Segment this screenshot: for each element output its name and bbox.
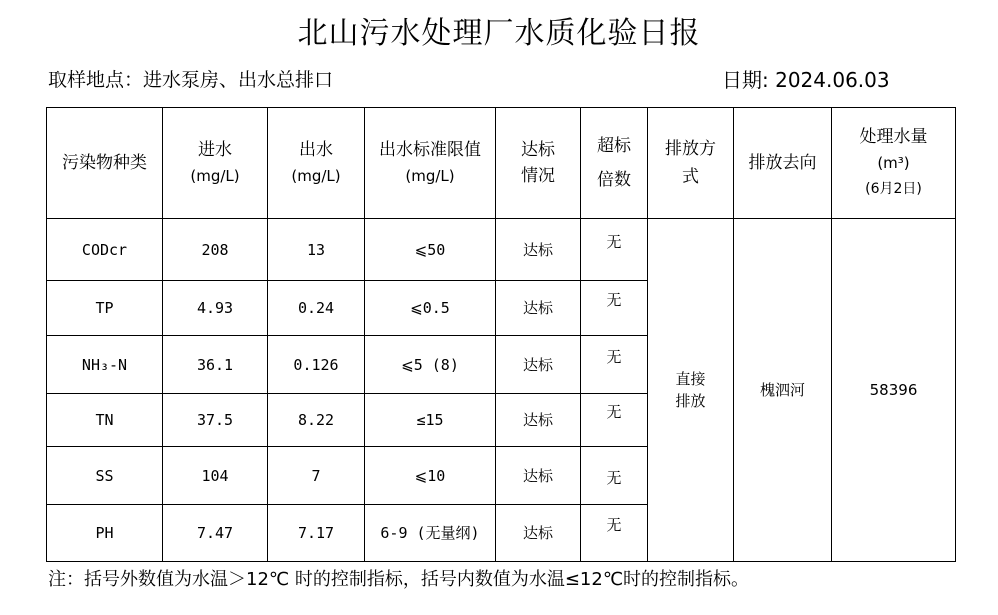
effluent-cell: 0.24 xyxy=(268,281,365,336)
discharge-mode-cell: 直接 排放 xyxy=(648,219,734,562)
exceed-cell: 无 xyxy=(581,505,648,562)
exceed-cell: 无 xyxy=(581,336,648,394)
effluent-cell: 13 xyxy=(268,219,365,281)
pollutant-cell: CODcr xyxy=(47,219,163,281)
pollutant-cell: SS xyxy=(47,447,163,505)
effluent-cell: 0.126 xyxy=(268,336,365,394)
destination-cell: 槐泗河 xyxy=(734,219,832,562)
compliance-cell: 达标 xyxy=(496,336,581,394)
header-destination: 排放去向 xyxy=(734,108,832,219)
header-exceed: 超标倍数 xyxy=(581,108,648,219)
header-discharge-mode: 排放方式 xyxy=(648,108,734,219)
limit-cell: ≤15 xyxy=(365,394,496,447)
exceed-cell: 无 xyxy=(581,219,648,281)
influent-cell: 104 xyxy=(163,447,268,505)
footnote: 注：括号外数值为水温＞12℃ 时的控制指标，括号内数值为水温≤12℃时的控制指标。 xyxy=(48,569,750,590)
limit-cell: ⩽10 xyxy=(365,447,496,505)
effluent-cell: 7 xyxy=(268,447,365,505)
header-pollutant: 污染物种类 xyxy=(47,108,163,219)
effluent-cell: 8.22 xyxy=(268,394,365,447)
effluent-cell: 7.17 xyxy=(268,505,365,562)
header-volume: 处理水量 (m³) (6月2日) xyxy=(832,108,956,219)
sampling-location: 取样地点：进水泵房、出水总排口 xyxy=(48,69,334,91)
compliance-cell: 达标 xyxy=(496,394,581,447)
limit-cell: ⩽50 xyxy=(365,219,496,281)
header-influent: 进水 (mg/L) xyxy=(163,108,268,219)
influent-cell: 4.93 xyxy=(163,281,268,336)
pollutant-cell: PH xyxy=(47,505,163,562)
limit-cell: ⩽5 (8) xyxy=(365,336,496,394)
water-quality-table xyxy=(46,107,956,562)
header-effluent: 出水 (mg/L) xyxy=(268,108,365,219)
report-date: 日期: 2024.06.03 xyxy=(722,68,890,92)
table-header-row xyxy=(47,108,956,219)
compliance-cell: 达标 xyxy=(496,447,581,505)
header-compliance: 达标情况 xyxy=(496,108,581,219)
header-limit: 出水标准限值 (mg/L) xyxy=(365,108,496,219)
compliance-cell: 达标 xyxy=(496,281,581,336)
influent-cell: 208 xyxy=(163,219,268,281)
influent-cell: 7.47 xyxy=(163,505,268,562)
pollutant-cell: NH₃-N xyxy=(47,336,163,394)
influent-cell: 36.1 xyxy=(163,336,268,394)
pollutant-cell: TN xyxy=(47,394,163,447)
table-row xyxy=(47,219,956,281)
pollutant-cell: TP xyxy=(47,281,163,336)
influent-cell: 37.5 xyxy=(163,394,268,447)
exceed-cell: 无 xyxy=(581,394,648,447)
limit-cell: ⩽0.5 xyxy=(365,281,496,336)
compliance-cell: 达标 xyxy=(496,219,581,281)
exceed-cell: 无 xyxy=(581,281,648,336)
compliance-cell: 达标 xyxy=(496,505,581,562)
report-title: 北山污水处理厂水质化验日报 xyxy=(297,16,701,51)
limit-cell: 6-9 (无量纲) xyxy=(365,505,496,562)
volume-cell: 58396 xyxy=(832,219,956,562)
exceed-cell: 无 xyxy=(581,447,648,505)
